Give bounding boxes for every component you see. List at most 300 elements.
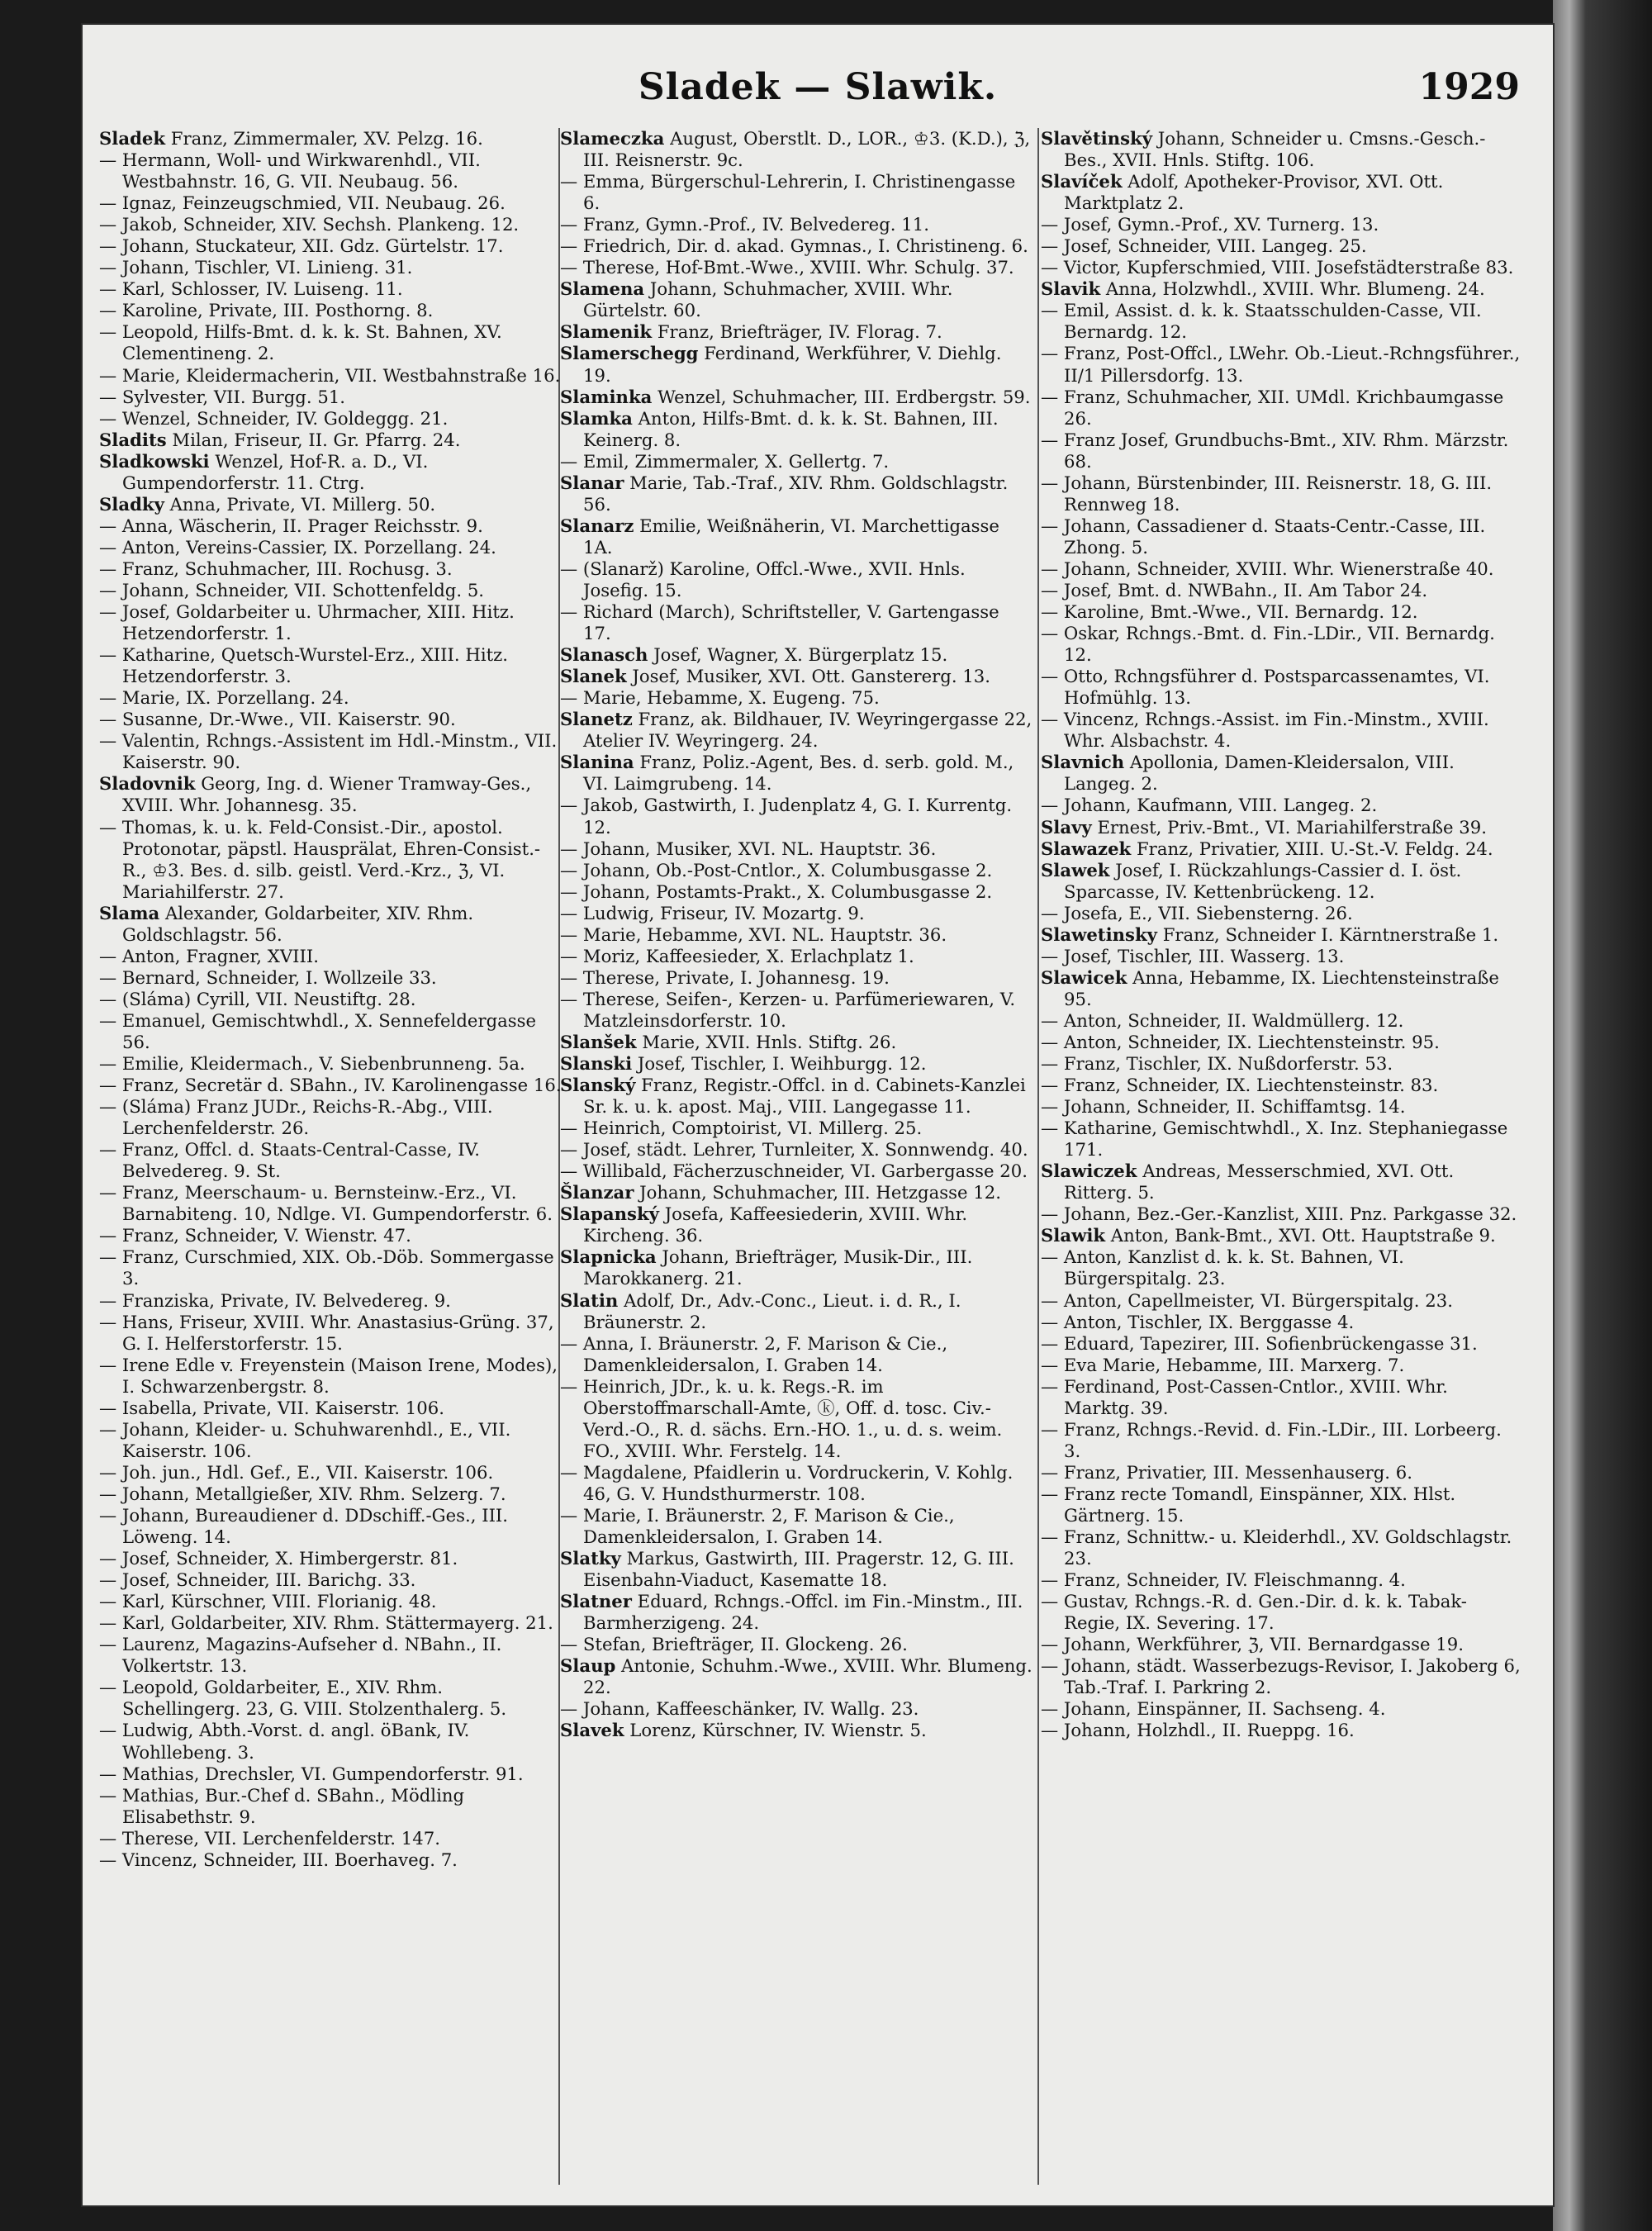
directory-entry <box>1041 1075 1523 1096</box>
directory-entry <box>99 235 562 257</box>
directory-entry <box>1041 1483 1523 1526</box>
entry-text: — Anton, Fragner, XVIII. <box>99 945 319 966</box>
entry-surname: Slama <box>99 902 160 923</box>
entry-text: — Jakob, Gastwirth, I. Judenplatz 4, G. I. Kurrentg. 12. <box>560 795 1013 838</box>
directory-entry <box>1041 128 1523 171</box>
entry-text: Franz, Schneider I. Kärntnerstraße 1. <box>1156 923 1499 945</box>
directory-entry <box>1041 1355 1523 1376</box>
directory-entry <box>99 1290 562 1312</box>
entry-text: Wenzel, Schuhmacher, III. Erdbergstr. 59. <box>652 386 1031 407</box>
entry-text: — Johann, Cassadiener d. Staats-Centr.-Casse, III. Zhong. 5. <box>1041 515 1486 558</box>
entry-text: — Moriz, Kaffeesieder, X. Erlachplatz 1. <box>560 945 914 966</box>
directory-entry <box>560 1720 1032 1741</box>
entry-surname: Slapnicka <box>560 1246 657 1268</box>
entry-surname: Slamena <box>560 278 645 300</box>
directory-entry <box>99 601 562 644</box>
entry-text: Franz, Privatier, XIII. U.-St.-V. Feldg. 24. <box>1131 838 1493 859</box>
entry-text: — Franz, Post-Offcl., LWehr. Ob.-Lieut.-Rchngsführer., II/1 Pillersdorfg. 13. <box>1041 343 1521 386</box>
directory-entry <box>99 1483 562 1505</box>
directory-entry <box>560 860 1032 881</box>
column-2 <box>560 128 1032 1742</box>
page-number: 1929 <box>1418 66 1520 108</box>
entry-text: Johann, Schneider u. Cmsns.-Gesch.-Bes., XVII. Hnls. Stiftg. 106. <box>1064 128 1486 171</box>
entry-text: — Josef, Schneider, III. Barichg. 33. <box>99 1569 416 1591</box>
directory-entry <box>560 408 1032 451</box>
entry-text: — Johann, Holzhdl., II. Rueppg. 16. <box>1041 1720 1355 1741</box>
entry-text: — Therese, Private, I. Johannesg. 19. <box>560 966 890 988</box>
entry-text: — Franz, Schneider, V. Wienstr. 47. <box>99 1225 411 1246</box>
directory-entry <box>1041 1203 1523 1225</box>
entry-text: — Franz, Gymn.-Prof., IV. Belvedereg. 11. <box>560 214 929 235</box>
entry-text: — Eduard, Tapezirer, III. Sofienbrückengasse 31. <box>1041 1332 1478 1354</box>
entry-text: Anna, Holzwhdl., XVIII. Whr. Blumeng. 24. <box>1100 278 1485 300</box>
entry-text: — Josef, Goldarbeiter u. Uhrmacher, XIII. Hitz. Hetzendorferstr. 1. <box>99 601 515 644</box>
entry-text: Adolf, Apotheker-Provisor, XVI. Ott. Marktplatz 2. <box>1064 171 1444 214</box>
directory-entry <box>99 365 562 387</box>
entry-text: — Valentin, Rchngs.-Assistent im Hdl.-Minstm., VII. Kaiserstr. 90. <box>99 730 558 773</box>
directory-entry <box>1041 1569 1523 1591</box>
running-head: Sladek — Slawik. <box>638 66 998 108</box>
directory-entry <box>560 321 1032 343</box>
entry-text: — Joh. jun., Hdl. Gef., E., VII. Kaiserstr. 106. <box>99 1461 494 1483</box>
directory-entry <box>99 1225 562 1246</box>
entry-text: — Anton, Vereins-Cassier, IX. Porzellang. 24. <box>99 536 496 558</box>
directory-entry <box>1041 967 1523 1010</box>
entry-text: Anton, Hilfs-Bmt. d. k. k. St. Bahnen, III. Keinerg. 8. <box>583 407 999 450</box>
entry-surname: Slawik <box>1041 1225 1106 1246</box>
directory-entry <box>560 946 1032 967</box>
entry-text: — Anton, Tischler, IX. Berggasse 4. <box>1041 1311 1355 1332</box>
directory-entry <box>1041 257 1523 278</box>
directory-entry <box>560 924 1032 946</box>
entry-text: — Franz, Schneider, IV. Fleischmanng. 4. <box>1041 1569 1406 1591</box>
entry-text: — Heinrich, Comptoirist, VI. Millerg. 25. <box>560 1118 923 1139</box>
entry-surname: Slavek <box>560 1720 624 1741</box>
directory-entry <box>560 1698 1032 1720</box>
entry-text: Eduard, Rchngs.-Offcl. im Fin.-Minstm., III. Barmherzigeng. 24. <box>583 1591 1023 1634</box>
entry-text: — Johann, Stuckateur, XII. Gdz. Gürtelstr. 17. <box>99 235 504 257</box>
entry-text: Ferdinand, Werkführer, V. Diehlg. 19. <box>583 343 1002 386</box>
entry-surname: Slanek <box>560 666 627 687</box>
entry-text: — Johann, Tischler, VI. Linieng. 31. <box>99 257 413 278</box>
entry-text: — Franz, Tischler, IX. Nußdorferstr. 53. <box>1041 1053 1393 1075</box>
directory-entry <box>99 967 562 989</box>
entry-text: — Marie, Kleidermacherin, VII. Westbahnstraße 16. <box>99 364 561 386</box>
directory-entry <box>1041 1333 1523 1355</box>
directory-entry <box>560 1505 1032 1548</box>
directory-entry <box>560 709 1032 752</box>
directory-entry <box>1041 1462 1523 1483</box>
entry-text: Wenzel, Hof-R. a. D., VI. Gumpendorferstr. 11. Ctrg. <box>122 450 429 493</box>
entry-surname: Slawazek <box>1041 838 1132 859</box>
entry-surname: Slamka <box>560 407 633 429</box>
entry-text: Josef, Musiker, XVI. Ott. Ganstererg. 13. <box>626 666 990 687</box>
entry-text: — Franz, Secretär d. SBahn., IV. Karolinengasse 16. <box>99 1075 562 1096</box>
directory-entry <box>99 1010 562 1053</box>
entry-surname: Slanarz <box>560 515 634 536</box>
directory-entry <box>560 1032 1032 1053</box>
entry-text: — Irene Edle v. Freyenstein (Maison Irene, Modes), I. Schwarzenbergstr. 8. <box>99 1354 558 1397</box>
entry-text: Franz, Poliz.-Agent, Bes. d. serb. gold. M., VI. Laimgrubeng. 14. <box>583 752 1014 795</box>
entry-surname: Sladkowski <box>99 450 210 472</box>
entry-text: — Anna, I. Bräunerstr. 2, F. Marison & Cie., Damenkleidersalon, I. Graben 14. <box>560 1332 948 1375</box>
entry-text: — Anton, Kanzlist d. k. k. St. Bahnen, VI. Bürgerspitalg. 23. <box>1041 1246 1404 1289</box>
entry-text: — Thomas, k. u. k. Feld-Consist.-Dir., apostol. Protonotar, päpstl. Hausprälat, Ehren-Consist.-R., ♔3. Bes. d. silb. geistl. Verd.-Krz., ℨ, VI. Mariahilferstr. 27. <box>99 816 541 902</box>
directory-entry <box>560 472 1032 515</box>
entry-text: — Wenzel, Schneider, IV. Goldeggg. 21. <box>99 407 449 429</box>
directory-entry <box>99 946 562 967</box>
directory-entry <box>1041 601 1523 623</box>
entry-surname: Slanina <box>560 752 634 773</box>
directory-entry <box>1041 1032 1523 1053</box>
directory-entry <box>1041 1526 1523 1569</box>
entry-text: — Ludwig, Abth.-Vorst. d. angl. öBank, IV. Wohllebeng. 3. <box>99 1720 470 1763</box>
directory-entry <box>99 387 562 408</box>
entry-text: — Willibald, Fächerzuschneider, VI. Garbergasse 20. <box>560 1161 1028 1182</box>
entry-text: — Emilie, Kleidermach., V. Siebenbrunneng. 5a. <box>99 1053 525 1075</box>
entry-text: Johann, Briefträger, Musik-Dir., III. Marokkanerg. 21. <box>583 1246 973 1289</box>
directory-entry <box>1041 623 1523 666</box>
directory-entry <box>99 1785 562 1828</box>
entry-text: — Karl, Schlosser, IV. Luiseng. 11. <box>99 278 403 300</box>
entry-text: Markus, Gastwirth, III. Pragerstr. 12, G. III. Eisenbahn-Viaduct, Kasematte 18. <box>583 1548 1014 1591</box>
directory-entry <box>560 451 1032 472</box>
entry-text: — Johann, städt. Wasserbezugs-Revisor, I. Jakoberg 6, Tab.-Traf. I. Parkring 2. <box>1041 1655 1521 1698</box>
entry-surname: Slanski <box>560 1053 633 1075</box>
directory-entry <box>99 773 562 816</box>
entry-surname: Slanar <box>560 472 624 493</box>
directory-entry <box>1041 580 1523 601</box>
directory-entry <box>99 644 562 687</box>
directory-entry <box>99 709 562 730</box>
entry-text: — Josef, Tischler, III. Wasserg. 13. <box>1041 945 1345 966</box>
directory-entry <box>1041 1419 1523 1462</box>
directory-entry <box>560 1161 1032 1182</box>
entry-surname: Slawicek <box>1041 966 1127 988</box>
entry-surname: Slavnich <box>1041 752 1125 773</box>
entry-text: — Hermann, Woll- und Wirkwarenhdl., VII. Westbahnstr. 16, G. VII. Neubaug. 56. <box>99 150 481 192</box>
entry-text: — Franz, Curschmied, XIX. Ob.-Döb. Sommergasse 3. <box>99 1246 554 1289</box>
entry-surname: Slaminka <box>560 386 653 407</box>
directory-entry <box>1041 1161 1523 1203</box>
entry-text: Milan, Friseur, II. Gr. Pfarrg. 24. <box>166 429 461 450</box>
directory-entry <box>560 752 1032 795</box>
directory-entry <box>99 150 562 192</box>
entry-text: — Franz, Privatier, III. Messenhauserg. 6. <box>1041 1461 1412 1483</box>
entry-text: — Franz, Rchngs.-Revid. d. Fin.-LDir., III. Lorbeerg. 3. <box>1041 1418 1502 1461</box>
entry-text: — Johann, Bez.-Ger.-Kanzlist, XIII. Pnz. Parkgasse 32. <box>1041 1203 1517 1225</box>
directory-entry <box>99 1419 562 1462</box>
entry-text: Marie, XVII. Hnls. Stiftg. 26. <box>636 1031 897 1052</box>
directory-entry <box>99 1355 562 1398</box>
directory-entry <box>560 343 1032 386</box>
directory-entry <box>1041 558 1523 580</box>
entry-text: Josef, Tischler, I. Weihburgg. 12. <box>632 1053 927 1075</box>
entry-text: — Otto, Rchngsführer d. Postsparcassenamtes, VI. Hofmühlg. 13. <box>1041 666 1490 709</box>
directory-page <box>83 25 1553 2205</box>
entry-text: — Mathias, Drechsler, VI. Gumpendorferstr. 91. <box>99 1763 524 1784</box>
directory-entry <box>560 903 1032 924</box>
directory-entry <box>1041 1053 1523 1075</box>
entry-text: — Richard (March), Schriftsteller, V. Gartengasse 17. <box>560 601 999 644</box>
entry-text: — Anton, Schneider, IX. Liechtensteinstr. 95. <box>1041 1031 1440 1052</box>
directory-entry <box>99 494 562 515</box>
directory-entry <box>560 1075 1032 1118</box>
entry-text: — Anna, Wäscherin, II. Prager Reichsstr. 9. <box>99 515 483 536</box>
directory-entry <box>99 128 562 150</box>
entry-text: Johann, Schuhmacher, III. Hetzgasse 12. <box>634 1182 1001 1203</box>
directory-entry <box>560 687 1032 709</box>
entry-text: Marie, Tab.-Traf., XIV. Rhm. Goldschlagstr. 56. <box>583 472 1009 515</box>
directory-entry <box>1041 300 1523 343</box>
directory-entry <box>560 1376 1032 1462</box>
entry-text: — Stefan, Briefträger, II. Glockeng. 26. <box>560 1634 908 1655</box>
directory-entry <box>1041 472 1523 515</box>
entry-text: Emilie, Weißnäherin, VI. Marchettigasse 1A. <box>583 515 999 558</box>
entry-text: — Katharine, Gemischtwhdl., X. Inz. Stephaniegasse 171. <box>1041 1118 1508 1161</box>
directory-entry <box>1041 666 1523 709</box>
entry-text: — Emil, Assist. d. k. k. Staatsschulden-Casse, VII. Bernardg. 12. <box>1041 300 1482 343</box>
directory-entry <box>99 257 562 278</box>
directory-entry <box>560 1182 1032 1203</box>
entry-surname: Slanasch <box>560 644 648 666</box>
entry-text: — Johann, Metallgießer, XIV. Rhm. Selzerg. 7. <box>99 1483 506 1504</box>
entry-surname: Slatin <box>560 1289 619 1311</box>
entry-surname: Slaup <box>560 1655 616 1677</box>
entry-text: — Susanne, Dr.-Wwe., VII. Kaiserstr. 90. <box>99 709 456 730</box>
directory-entry <box>560 644 1032 666</box>
directory-entry <box>1041 387 1523 430</box>
directory-entry <box>99 580 562 601</box>
column-3 <box>1041 128 1523 1742</box>
entry-surname: Šlanzar <box>560 1182 634 1203</box>
directory-entry <box>560 1118 1032 1139</box>
entry-text: Franz, Briefträger, IV. Florag. 7. <box>652 321 942 343</box>
entry-text: Apollonia, Damen-Kleidersalon, VIII. Langeg. 2. <box>1064 752 1455 795</box>
entry-text: — Hans, Friseur, XVIII. Whr. Anastasius-Grüng. 37, G. I. Helferstorferstr. 15. <box>99 1311 554 1354</box>
entry-surname: Slawiczek <box>1041 1161 1137 1182</box>
entry-text: Franz, Zimmermaler, XV. Pelzg. 16. <box>165 128 483 149</box>
directory-entry <box>99 192 562 214</box>
directory-entry <box>99 1053 562 1075</box>
entry-surname: Slanský <box>560 1075 636 1096</box>
entry-text: — Johann, Bureaudiener d. DDschiff.-Ges., III. Löweng. 14. <box>99 1505 509 1548</box>
directory-entry <box>560 1290 1032 1333</box>
entry-text: — Isabella, Private, VII. Kaiserstr. 106. <box>99 1397 444 1418</box>
column-divider <box>1037 128 1039 2185</box>
entry-text: — Ignaz, Feinzeugschmied, VII. Neubaug. 26. <box>99 192 506 214</box>
directory-entry <box>1041 278 1523 300</box>
entry-text: — Therese, VII. Lerchenfelderstr. 147. <box>99 1827 440 1849</box>
entry-text: — Franz, Schuhmacher, III. Rochusg. 3. <box>99 558 453 579</box>
directory-entry <box>99 321 562 364</box>
directory-entry <box>560 558 1032 601</box>
entry-text: — Katharine, Quetsch-Wurstel-Erz., XIII. Hitz. Hetzendorferstr. 3. <box>99 644 509 687</box>
entry-text: — Franz, Schuhmacher, XII. UMdl. Krichbaumgasse 26. <box>1041 386 1504 429</box>
entry-text: — Bernard, Schneider, I. Wollzeile 33. <box>99 966 437 988</box>
entry-text: — Emanuel, Gemischtwhdl., X. Sennefeldergasse 56. <box>99 1009 537 1052</box>
entry-text: — (Sláma) Cyrill, VII. Neustiftg. 28. <box>99 988 416 1009</box>
directory-entry <box>99 1139 562 1182</box>
directory-entry <box>99 1182 562 1225</box>
entry-text: — Josef, Gymn.-Prof., XV. Turnerg. 13. <box>1041 214 1379 235</box>
directory-entry <box>1041 860 1523 903</box>
directory-entry <box>99 1612 562 1634</box>
entry-text: — Mathias, Bur.-Chef d. SBahn., Mödling Elisabethstr. 9. <box>99 1784 465 1827</box>
entry-text: — Johann, Kleider- u. Schuhwarenhdl., E., VII. Kaiserstr. 106. <box>99 1418 511 1461</box>
directory-entry <box>560 1591 1032 1634</box>
directory-entry <box>99 515 562 537</box>
directory-entry <box>560 1203 1032 1246</box>
entry-text: — Emma, Bürgerschul-Lehrerin, I. Christinengasse 6. <box>560 171 1016 214</box>
entry-surname: Slamerschegg <box>560 343 699 364</box>
directory-entry <box>99 1462 562 1483</box>
entry-text: — Oskar, Rchngs.-Bmt. d. Fin.-LDir., VII. Bernardg. 12. <box>1041 623 1495 666</box>
entry-text: — Therese, Hof-Bmt.-Wwe., XVIII. Whr. Schulg. 37. <box>560 257 1014 278</box>
directory-entry <box>99 300 562 321</box>
entry-surname: Slatky <box>560 1548 621 1569</box>
entry-text: — Eva Marie, Hebamme, III. Marxerg. 7. <box>1041 1354 1405 1375</box>
entry-text: — Johann, Musiker, XVI. NL. Hauptstr. 36. <box>560 838 937 859</box>
directory-entry <box>99 1849 562 1871</box>
directory-entry <box>1041 1225 1523 1246</box>
entry-text: — Laurenz, Magazins-Aufseher d. NBahn., II. Volkertstr. 13. <box>99 1634 502 1677</box>
entry-text: Lorenz, Kürschner, IV. Wienstr. 5. <box>624 1720 927 1741</box>
entry-text: — Magdalene, Pfaidlerin u. Vordruckerin, V. Kohlg. 46, G. V. Hundsthurmerstr. 108. <box>560 1461 1014 1504</box>
directory-entry <box>560 838 1032 860</box>
directory-entry <box>560 967 1032 989</box>
directory-entry <box>99 730 562 773</box>
directory-entry <box>1041 924 1523 946</box>
entry-text: — Marie, Hebamme, XVI. NL. Hauptstr. 36. <box>560 923 947 945</box>
directory-entry <box>99 451 562 494</box>
entry-text: — Josefa, E., VII. Siebensterng. 26. <box>1041 902 1353 923</box>
entry-surname: Slatner <box>560 1591 632 1612</box>
directory-entry <box>1041 235 1523 257</box>
directory-entry <box>99 1096 562 1139</box>
entry-text: Adolf, Dr., Adv.-Conc., Lieut. i. d. R., I. Bräunerstr. 2. <box>583 1289 961 1332</box>
entry-text: Josefa, Kaffeesiederin, XVIII. Whr. Kircheng. 36. <box>583 1203 968 1246</box>
directory-entry <box>1041 1246 1523 1289</box>
directory-entry <box>99 1677 562 1720</box>
directory-entry <box>99 537 562 558</box>
entry-text: — Vincenz, Rchngs.-Assist. im Fin.-Minstm., XVIII. Whr. Alsbachstr. 4. <box>1041 709 1489 752</box>
entry-surname: Sladits <box>99 429 167 450</box>
entry-text: — Therese, Seifen-, Kerzen- u. Parfümeriewaren, V. Matzleinsdorferstr. 10. <box>560 988 1016 1031</box>
directory-entry <box>1041 1290 1523 1312</box>
directory-entry <box>99 903 562 946</box>
directory-entry <box>99 687 562 709</box>
entry-surname: Slawetinsky <box>1041 923 1157 945</box>
directory-entry <box>560 515 1032 558</box>
directory-entry <box>1041 1010 1523 1032</box>
directory-entry <box>1041 946 1523 967</box>
entry-text: — Johann, Kaufmann, VIII. Langeg. 2. <box>1041 795 1378 816</box>
entry-text: Anna, Private, VI. Millerg. 50. <box>164 493 436 515</box>
entry-text: — Josef, städt. Lehrer, Turnleiter, X. Sonnwendg. 40. <box>560 1139 1028 1161</box>
entry-text: Ernest, Priv.-Bmt., VI. Mariahilferstraße 39. <box>1091 816 1487 838</box>
entry-text: — Johann, Schneider, II. Schiffamtsg. 14. <box>1041 1096 1406 1118</box>
directory-entry <box>560 387 1032 408</box>
entry-text: — Leopold, Goldarbeiter, E., XIV. Rhm. Schellingerg. 23, G. VIII. Stolzenthalerg. 5. <box>99 1677 507 1720</box>
directory-entry <box>1041 1096 1523 1118</box>
entry-text: Franz, Registr.-Offcl. in d. Cabinets-Kanzlei Sr. k. u. k. apost. Maj., VIII. Langegasse 11. <box>583 1075 1026 1118</box>
directory-entry <box>1041 1312 1523 1333</box>
entry-text: Franz, ak. Bildhauer, IV. Weyringergasse 22, Atelier IV. Weyringerg. 24. <box>583 709 1032 752</box>
entry-text: — Marie, Hebamme, X. Eugeng. 75. <box>560 687 880 709</box>
directory-entry <box>1041 817 1523 838</box>
entry-text: — Johann, Werkführer, ℨ, VII. Bernardgasse 19. <box>1041 1634 1464 1655</box>
entry-text: — Marie, I. Bräunerstr. 2, F. Marison & Cie., Damenkleidersalon, I. Graben 14. <box>560 1505 955 1548</box>
entry-text: — Franz, Meerschaum- u. Bernsteinw.-Erz., VI. Barnabiteng. 10, Ndlge. VI. Gumpendorferstr. 6. <box>99 1182 553 1225</box>
entry-text: — Karl, Kürschner, VIII. Florianig. 48. <box>99 1591 437 1612</box>
directory-entry <box>560 1053 1032 1075</box>
directory-entry <box>1041 1591 1523 1634</box>
entry-surname: Slameczka <box>560 128 665 149</box>
directory-entry <box>560 1139 1032 1161</box>
directory-entry <box>99 278 562 300</box>
entry-text: — Ferdinand, Post-Cassen-Cntlor., XVIII. Whr. Marktg. 39. <box>1041 1375 1448 1418</box>
entry-text: — Gustav, Rchngs.-R. d. Gen.-Dir. d. k. k. Tabak-Regie, IX. Severing. 17. <box>1041 1591 1467 1634</box>
entry-text: — Victor, Kupferschmied, VIII. Josefstädterstraße 83. <box>1041 257 1514 278</box>
directory-entry <box>560 257 1032 278</box>
entry-surname: Slavy <box>1041 816 1092 838</box>
entry-text: — Karoline, Private, III. Posthorng. 8. <box>99 300 434 321</box>
directory-entry <box>99 430 562 451</box>
entry-text: — Anton, Schneider, II. Waldmüllerg. 12. <box>1041 1009 1404 1031</box>
directory-entry <box>1041 795 1523 816</box>
entry-text: Georg, Ing. d. Wiener Tramway-Ges., XVIII. Whr. Johannesg. 35. <box>122 773 532 816</box>
entry-surname: Sladovnik <box>99 773 196 795</box>
directory-entry <box>99 1246 562 1289</box>
entry-text: — Josef, Bmt. d. NWBahn., II. Am Tabor 24. <box>1041 579 1428 600</box>
directory-entry <box>99 1720 562 1763</box>
directory-entry <box>99 1398 562 1419</box>
entry-surname: Slapanský <box>560 1203 659 1225</box>
entry-text: — Franz, Schnittw.- u. Kleiderhdl., XV. Goldschlagstr. 23. <box>1041 1526 1512 1569</box>
entry-text: — Karoline, Bmt.-Wwe., VII. Bernardg. 12. <box>1041 601 1418 623</box>
entry-surname: Slavik <box>1041 278 1101 300</box>
directory-entry <box>1041 709 1523 752</box>
entry-text: — Anton, Capellmeister, VI. Bürgerspitalg. 23. <box>1041 1289 1453 1311</box>
entry-text: Antonie, Schuhm.-Wwe., XVIII. Whr. Blumeng. 22. <box>583 1655 1032 1698</box>
directory-entry <box>99 1591 562 1612</box>
directory-entry <box>1041 1698 1523 1720</box>
directory-entry <box>1041 171 1523 214</box>
entry-text: — Franziska, Private, IV. Belvedereg. 9. <box>99 1289 451 1311</box>
directory-entry <box>560 214 1032 235</box>
page-header <box>83 66 1553 132</box>
directory-entry <box>560 601 1032 644</box>
directory-entry <box>99 817 562 903</box>
entry-surname: Slamenik <box>560 321 653 343</box>
directory-entry <box>1041 1118 1523 1161</box>
directory-entry <box>99 1828 562 1849</box>
entry-surname: Slavíček <box>1041 171 1123 192</box>
directory-entry <box>560 1634 1032 1655</box>
entry-text: — Ludwig, Friseur, IV. Mozartg. 9. <box>560 902 865 923</box>
entry-surname: Slawek <box>1041 859 1110 881</box>
directory-entry <box>99 1569 562 1591</box>
entry-text: — Franz, Offcl. d. Staats-Central-Casse, IV. Belvedereg. 9. St. <box>99 1139 480 1182</box>
directory-entry <box>560 1655 1032 1698</box>
entry-text: — Leopold, Hilfs-Bmt. d. k. k. St. Bahnen, XV. Clementineng. 2. <box>99 321 502 364</box>
entry-text: Josef, I. Rückzahlungs-Cassier d. I. öst. Sparcasse, IV. Kettenbrückeng. 12. <box>1064 859 1462 902</box>
entry-text: — Franz, Schneider, IX. Liechtensteinstr. 83. <box>1041 1075 1439 1096</box>
directory-entry <box>560 171 1032 214</box>
entry-text: — Sylvester, VII. Burgg. 51. <box>99 386 346 407</box>
entry-text: — Johann, Postamts-Prakt., X. Columbusgasse 2. <box>560 881 993 902</box>
